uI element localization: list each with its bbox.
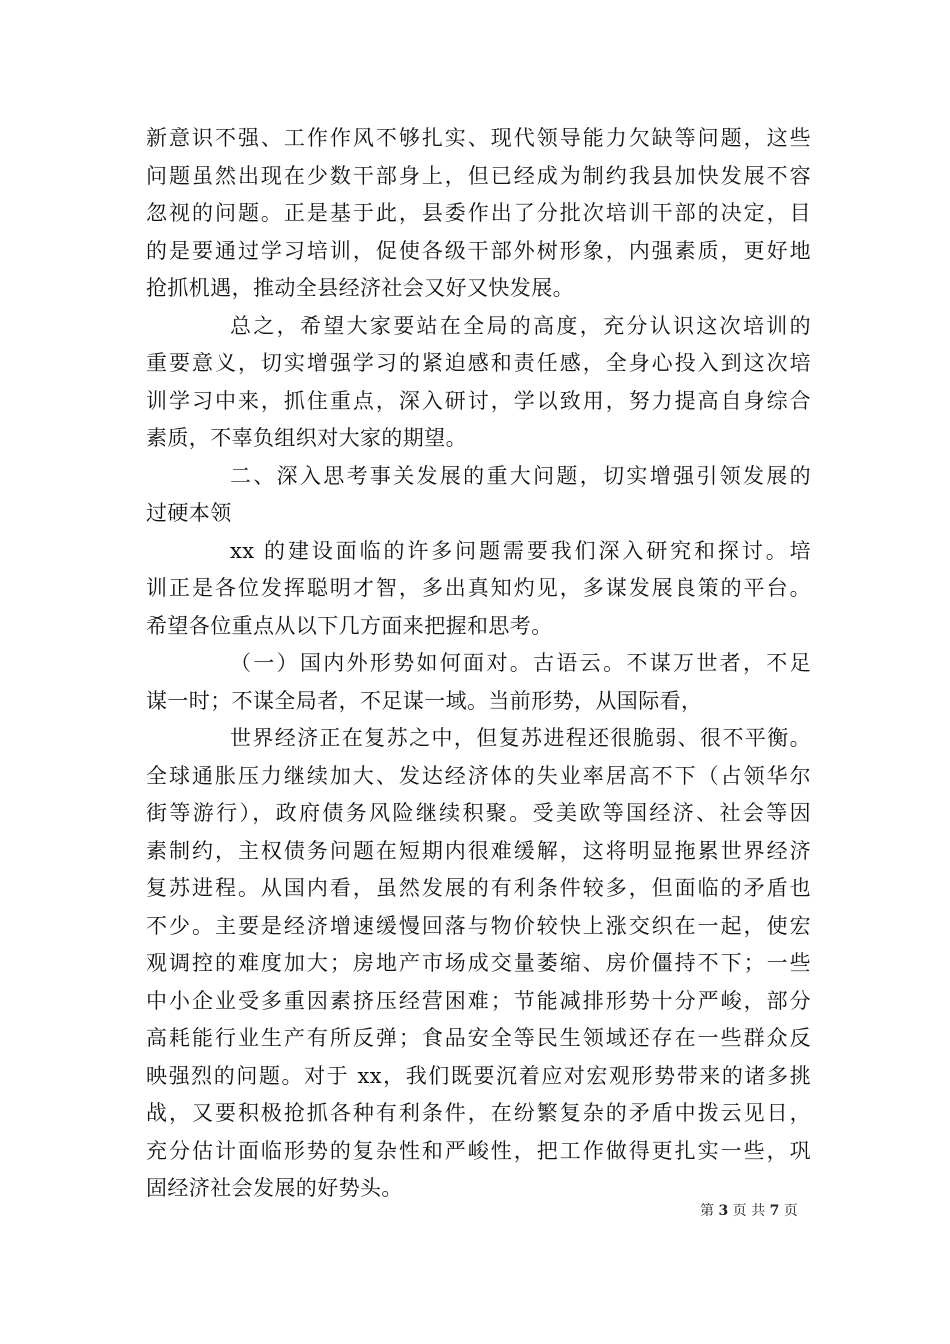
current-page-number: 3 [718, 1203, 729, 1219]
footer-middle: 页 共 [732, 1203, 766, 1219]
text-line: 充分估计面临形势的复杂性和严峻性，把工作做得更扎实一些，巩 [146, 1138, 811, 1163]
text-line: 问题虽然出现在少数干部身上，但已经成为制约我县加快发展不容 [146, 163, 811, 188]
footer-prefix: 第 [700, 1203, 714, 1219]
text-line: 谋一时；不谋全局者，不足谋一域。当前形势，从国际看， [146, 688, 703, 713]
text-line: 街等游行），政府债务风险继续积聚。受美欧等国经济、社会等因 [146, 801, 811, 825]
text-line: 战，又要积极抢抓各种有利条件，在纷繁复杂的矛盾中拨云见日， [146, 1101, 811, 1125]
total-pages-number: 7 [769, 1203, 780, 1219]
text-line: 训正是各位发挥聪明才智，多出真知灼见，多谋发展良策的平台。 [146, 576, 811, 600]
text-line: 过硬本领 [146, 501, 232, 525]
text-line: 二、深入思考事关发展的重大问题，切实增强引领发展的 [230, 463, 811, 488]
text-line: 观调控的难度加大；房地产市场成交量萎缩、房价僵持不下；一些 [146, 951, 811, 975]
text-line: 高耗能行业生产有所反弹；食品安全等民生领域还存在一些群众反 [146, 1026, 811, 1050]
document-body [146, 120, 811, 1208]
text-line: 世界经济正在复苏之中，但复苏进程还很脆弱、很不平衡。 [230, 726, 811, 750]
text-line: （一）国内外形势如何面对。古语云。不谋万世者，不足 [230, 651, 811, 675]
text-line: 抢抓机遇，推动全县经济社会又好又快发展。 [146, 276, 574, 300]
text-line: 新意识不强、工作作风不够扎实、现代领导能力欠缺等问题，这些 [146, 126, 811, 150]
text-line: 的是要通过学习培训，促使各级干部外树形象，内强素质，更好地 [146, 238, 811, 263]
text-line: 全球通胀压力继续加大、发达经济体的失业率居高不下（占领华尔 [146, 763, 811, 788]
text-line: 中小企业受多重因素挤压经营困难；节能减排形势十分严峻，部分 [146, 988, 811, 1013]
text-line: 映强烈的问题。对于 xx，我们既要沉着应对宏观形势带来的诸多挑 [146, 1063, 811, 1088]
text-line: 希望各位重点从以下几方面来把握和思考。 [146, 613, 553, 638]
text-line: 重要意义，切实增强学习的紧迫感和责任感，全身心投入到这次培 [146, 351, 811, 375]
text-line: 总之，希望大家要站在全局的高度，充分认识这次培训的 [230, 313, 811, 338]
text-line: xx 的建设面临的许多问题需要我们深入研究和探讨。培 [230, 538, 811, 563]
page-footer [700, 1200, 798, 1220]
text-line: 忽视的问题。正是基于此，县委作出了分批次培训干部的决定，目 [146, 201, 811, 225]
text-line: 素制约，主权债务问题在短期内很难缓解，这将明显拖累世界经济 [146, 838, 811, 863]
text-line: 固经济社会发展的好势头。 [146, 1176, 403, 1200]
text-line: 复苏进程。从国内看，虽然发展的有利条件较多，但面临的矛盾也 [146, 876, 811, 900]
text-line: 素质，不辜负组织对大家的期望。 [146, 426, 467, 450]
text-line: 训学习中来，抓住重点，深入研讨，学以致用，努力提高自身综合 [146, 388, 811, 413]
text-line: 不少。主要是经济增速缓慢回落与物价较快上涨交织在一起，使宏 [146, 913, 811, 938]
footer-suffix: 页 [783, 1203, 798, 1219]
